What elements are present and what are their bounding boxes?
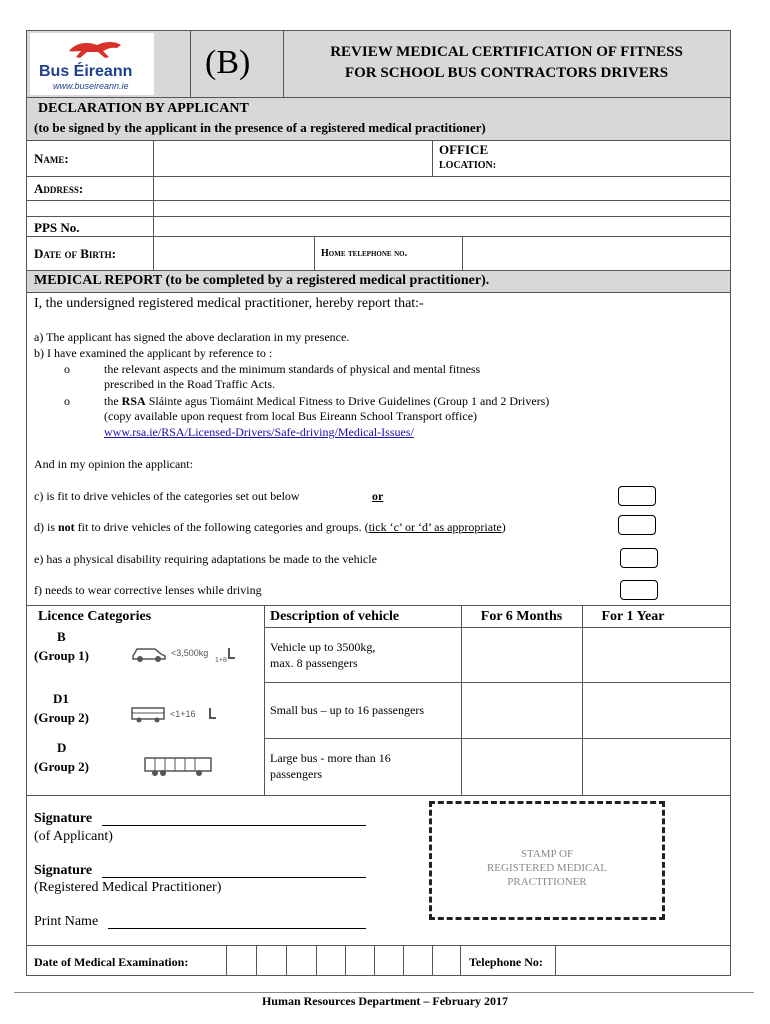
bullet2-line1: the RSA Sláinte agus Tiomáint Medical Fitness to Drive Guidelines (Group 1 and 2 Drivers) [104,394,550,408]
bullet-marker-2: o [64,394,70,408]
form-code: (B) [205,44,251,81]
row-d-desc-line2: passengers [270,767,322,781]
row-d1-category: D1 [53,691,69,706]
report-item-f: f) needs to wear corrective lenses while driving [34,583,262,597]
row-b-group: (Group 1) [34,648,90,663]
stamp-text-line1: STAMP OF [520,848,574,860]
checkbox-f[interactable] [620,580,658,600]
signature-applicant-line[interactable] [102,825,366,826]
home-telephone-label: Home telephone no. [321,248,408,259]
checkbox-d[interactable] [618,515,656,535]
print-name-line[interactable] [108,928,366,929]
table-header-6-months: For 6 Months [480,609,563,624]
row-d1-1-year-cell[interactable] [583,683,730,738]
table-header-1-year: For 1 Year [601,609,665,624]
report-item-a: a) The applicant has signed the above declaration in my presence. [34,330,350,344]
report-item-b: b) I have examined the applicant by reference to : [34,346,273,360]
exam-date-digit-4[interactable] [316,945,345,975]
logo-brand: Bus Éireann [39,63,133,80]
row-d1-group: (Group 2) [34,710,90,725]
row-d-group: (Group 2) [34,759,90,774]
exam-date-digit-1[interactable] [226,945,256,975]
exam-date-digit-5[interactable] [345,945,374,975]
report-item-e: e) has a physical disability requiring adaptations be made to the vehicle [34,552,377,566]
row-d1-6-months-cell[interactable] [462,683,582,738]
pps-label: PPS No. [34,220,80,235]
stamp-text-line3: PRACTITIONER [507,876,587,888]
table-header-categories: Licence Categories [38,609,152,624]
row-b-1-year-cell[interactable] [583,628,730,682]
telephone-field[interactable] [555,945,730,975]
report-item-c: c) is fit to drive vehicles of the categories set out below [34,489,300,503]
exam-date-digit-2[interactable] [256,945,286,975]
medical-report-heading: MEDICAL REPORT (to be completed by a registered medical practitioner). [34,273,490,288]
name-label: Name: [34,151,69,166]
telephone-label: Telephone No: [469,955,543,969]
minibus-icon [130,703,230,725]
office-label: OFFICE [439,142,489,157]
signature-applicant-sub: (of Applicant) [34,829,113,844]
form-title-line2: FOR SCHOOL BUS CONTRACTORS DRIVERS [344,65,669,81]
exam-date-digit-3[interactable] [286,945,316,975]
row-d-1-year-cell[interactable] [583,739,730,795]
large-bus-icon [143,754,215,778]
row-b-desc-line2: max. 8 passengers [270,656,358,670]
dob-label: Date of Birth: [34,246,116,261]
row-d1-desc: Small bus – up to 16 passengers [270,703,424,717]
form-title-line1: REVIEW MEDICAL CERTIFICATION OF FITNESS [330,44,683,60]
signature-practitioner-line[interactable] [102,877,366,878]
row-b-desc-line1: Vehicle up to 3500kg, [270,640,376,654]
item-c-or: or [372,489,384,503]
checkbox-e[interactable] [620,548,658,568]
logo-url: www.buseireann.ie [53,81,129,91]
logo-box [30,33,154,95]
signature-applicant-label: Signature [34,811,93,826]
svg-text:<3,500kg: <3,500kg [171,648,209,658]
address-field[interactable] [153,176,730,216]
name-field[interactable] [153,140,433,176]
exam-date-digit-8[interactable] [432,945,461,975]
signature-practitioner-sub: (Registered Medical Practitioner) [34,880,222,895]
signature-practitioner-label: Signature [34,863,93,878]
table-header-description: Description of vehicle [270,609,400,624]
bullet1-line2: prescribed in the Road Traffic Acts. [104,377,276,391]
row-d-6-months-cell[interactable] [462,739,582,795]
report-item-d: d) is not fit to drive vehicles of the following categories and groups. (tick ‘c’ or ‘d’ as appropriate) [34,520,506,534]
declaration-heading: DECLARATION BY APPLICANT [38,101,249,116]
row-b-category: B [57,629,66,644]
dob-field[interactable] [153,236,315,270]
print-name-label: Print Name [34,914,99,929]
bullet-marker-1: o [64,362,70,376]
car-icon [125,640,245,664]
page-footer: Human Resources Department – February 2017 [261,994,509,1008]
stamp-text-line2: REGISTERED MEDICAL [486,862,608,874]
report-intro: I, the undersigned registered medical practitioner, hereby report that:- [34,296,424,311]
home-telephone-field[interactable] [462,236,730,270]
rsa-link[interactable]: www.rsa.ie/RSA/Licensed-Drivers/Safe-driving/Medical-Issues/ [104,425,414,439]
bus-eireann-dog-logo-icon [65,37,125,61]
opinion-text: And in my opinion the applicant: [34,457,193,471]
pps-field[interactable] [153,216,730,236]
row-d-desc-line1: Large bus - more than 16 [270,751,391,765]
svg-text:<1+16: <1+16 [170,709,196,719]
location-label: LOCATION: [439,160,497,171]
bullet1-line1: the relevant aspects and the minimum standards of physical and mental fitness [104,362,481,376]
declaration-subheading: (to be signed by the applicant in the presence of a registered medical practitioner) [34,120,486,135]
exam-date-digit-6[interactable] [374,945,403,975]
row-d-category: D [57,740,67,755]
exam-date-digit-7[interactable] [403,945,432,975]
exam-date-label: Date of Medical Examination: [34,955,189,969]
row-b-6-months-cell[interactable] [462,628,582,682]
checkbox-c[interactable] [618,486,656,506]
address-label: Address: [34,181,84,196]
svg-text:1+8: 1+8 [215,657,227,664]
bullet2-line2: (copy available upon request from local Bus Eireann School Transport office) [104,409,478,423]
